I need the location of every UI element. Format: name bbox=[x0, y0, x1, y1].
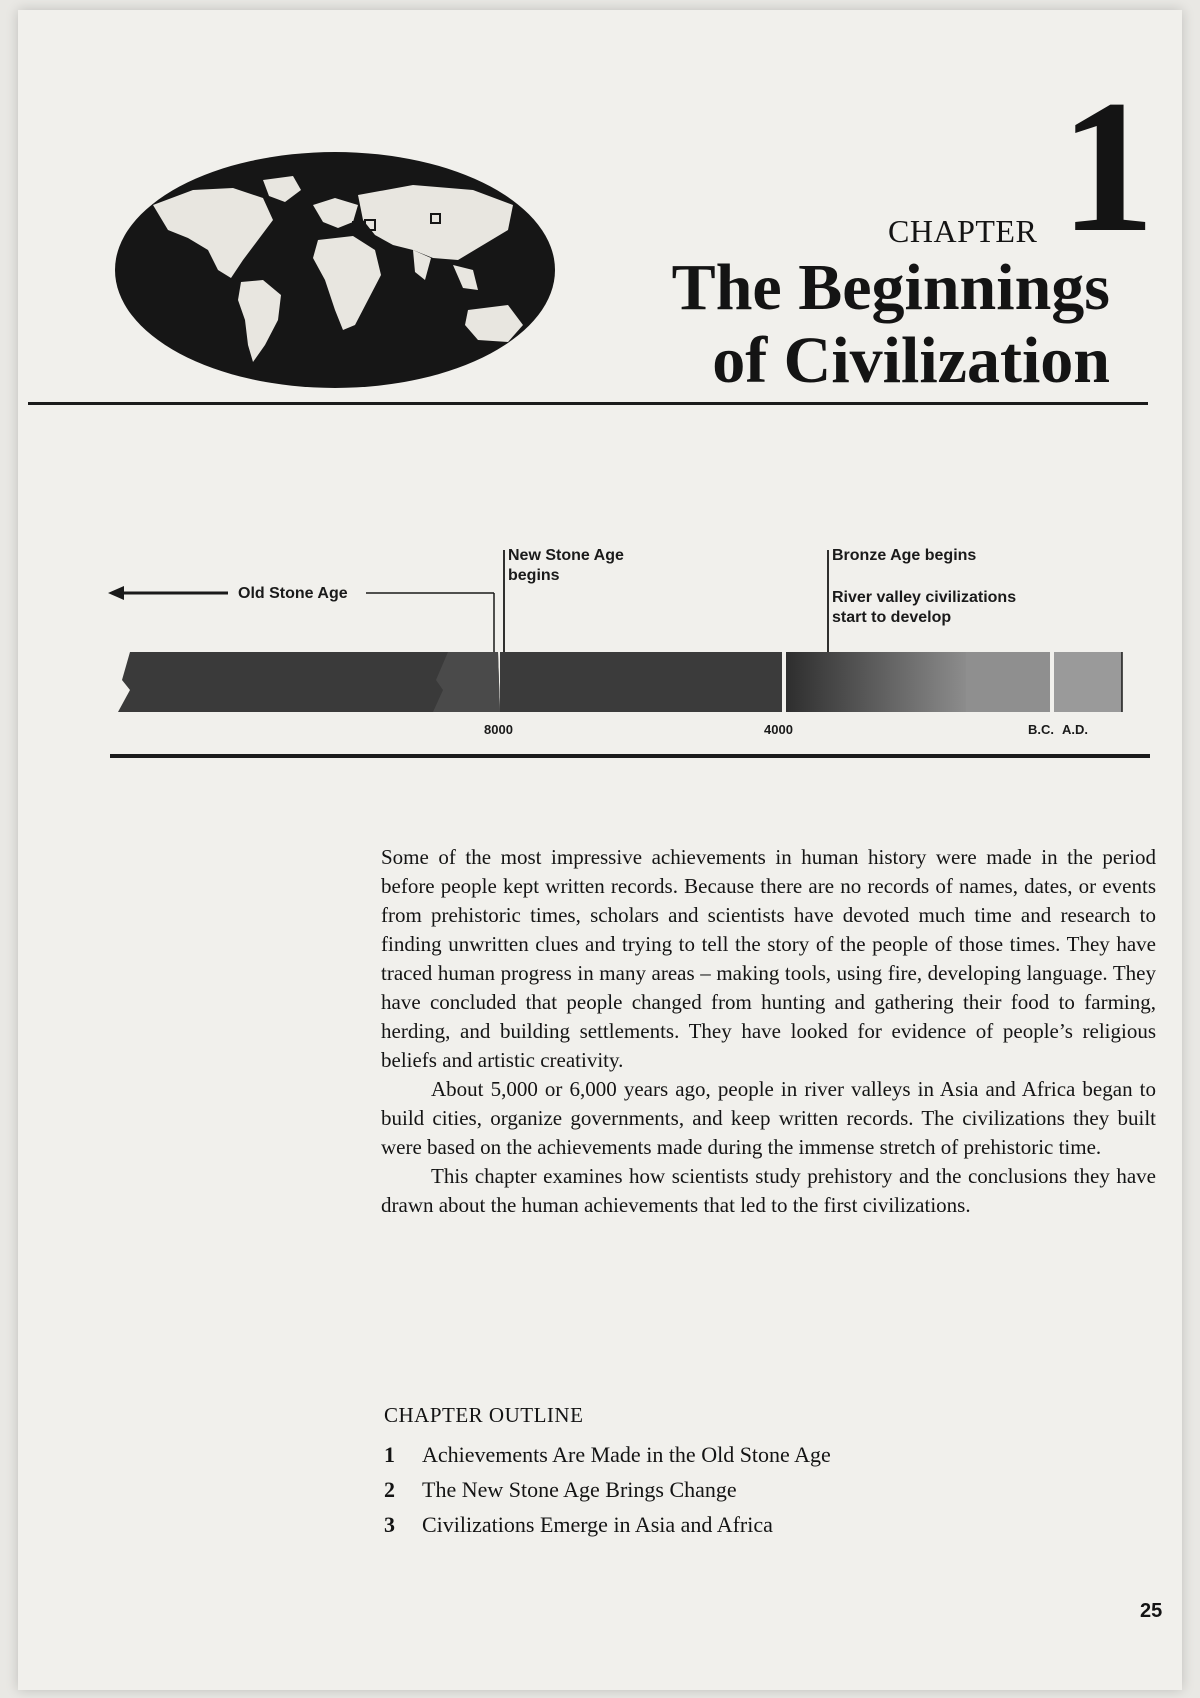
outline-item-number: 1 bbox=[384, 1442, 395, 1467]
chapter-label: CHAPTER bbox=[888, 213, 1038, 249]
bronze-age-label: Bronze Age begins bbox=[832, 547, 977, 564]
page-number: 25 bbox=[1140, 1600, 1163, 1622]
outline-item-number: 2 bbox=[384, 1477, 395, 1502]
intro-paragraph: About 5,000 or 6,000 years ago, people in river valleys in Asia and Africa began to build cities, organize governments, and keep written records. The civilizations they built were based on the achievements made during the immense stretch of prehistoric time. bbox=[381, 1077, 1156, 1159]
tick-bc: B.C. bbox=[1028, 722, 1054, 737]
outline-item-text: Civilizations Emerge in Asia and Africa bbox=[422, 1512, 773, 1537]
world-map-icon bbox=[113, 150, 558, 390]
tick-8000: 8000 bbox=[484, 722, 513, 737]
outline-item-text: Achievements Are Made in the Old Stone Age bbox=[422, 1442, 831, 1467]
tick-4000: 4000 bbox=[764, 722, 793, 737]
chapter-outline-list bbox=[384, 1437, 831, 1542]
tick-ad: A.D. bbox=[1062, 722, 1088, 737]
header-divider bbox=[28, 402, 1148, 405]
outline-item bbox=[384, 1472, 831, 1507]
river-valley-label: River valley civilizations start to develop bbox=[832, 589, 1017, 626]
intro-paragraph: This chapter examines how scientists study prehistory and the conclusions they have drawn about the human achievements that led to the first civilizations. bbox=[381, 1164, 1156, 1217]
book-page bbox=[18, 10, 1182, 1690]
outline-item-number: 3 bbox=[384, 1512, 395, 1537]
chapter-title-line1: The Beginnings bbox=[671, 251, 1110, 324]
timeline bbox=[108, 540, 1168, 750]
intro-paragraph: Some of the most impressive achievements in human history were made in the period before people kept written records. Because there are no records of names, dates, or events from prehistoric times, scholars and scientists have devoted much time and research to finding unwritten clues and trying to tell the story of the people of those times. They have traced human progress in many areas – making tools, using fire, developing language. They have concluded that people changed from hunting and gathering their food to farming, herding, and building settlements. They have looked for evidence of people’s religious beliefs and artistic creativity. bbox=[381, 845, 1156, 1072]
chapter-number: 1 bbox=[1060, 62, 1155, 272]
outline-item bbox=[384, 1507, 831, 1542]
outline-item bbox=[384, 1437, 831, 1472]
old-stone-age-label: Old Stone Age bbox=[238, 585, 348, 602]
chapter-title-line2: of Civilization bbox=[712, 324, 1110, 397]
intro-text bbox=[381, 843, 1156, 1220]
chapter-outline-heading: CHAPTER OUTLINE bbox=[384, 1403, 584, 1427]
timeline-divider bbox=[110, 754, 1150, 758]
timeline-graphic bbox=[108, 540, 1168, 750]
new-stone-age-label: New Stone Age begins bbox=[508, 547, 624, 584]
outline-item-text: The New Stone Age Brings Change bbox=[422, 1477, 737, 1502]
